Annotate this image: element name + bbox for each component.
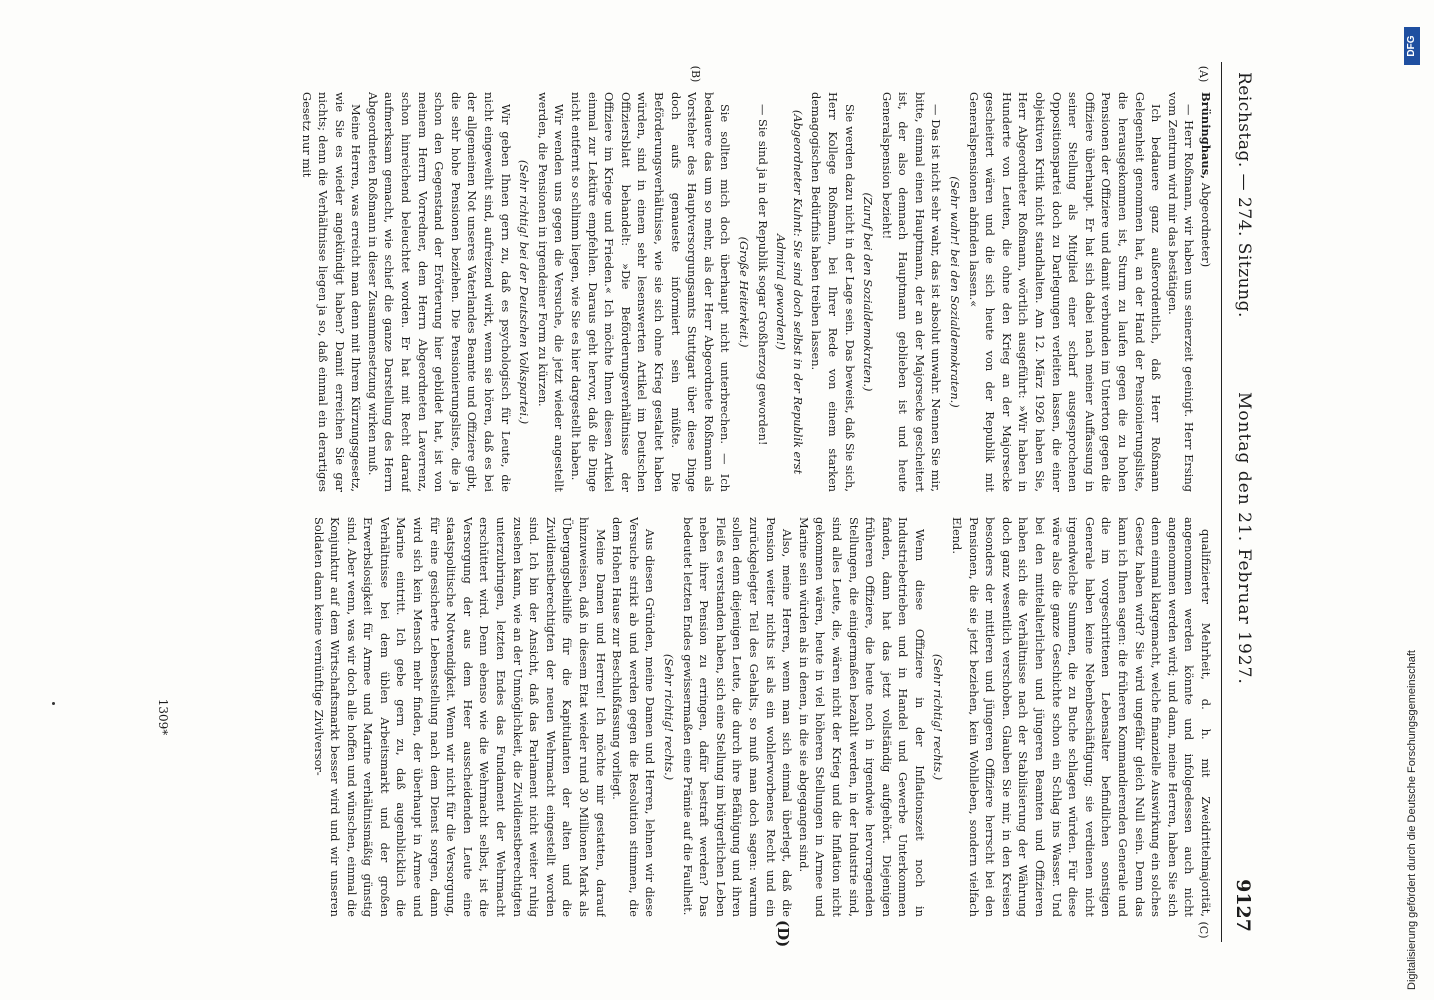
paragraph xyxy=(878,92,944,492)
text-column-left xyxy=(174,92,1214,492)
paragraph-text: Meine Damen und Herren! Ich möchte mir gestatten, darauf hinzuweisen, daß in diesem Etat wieder rund 30 Millionen Mark als Übergangsbeihilfe für die Kapitulanten der alten und die Zivildienstberechtigten der neuen Wehrmacht eingestellt worden sind. Ich bin der Ansicht, daß das Parlament nicht weiter ruhig zusehen kann, wie an der Unmöglichkeit, die Zivildienstberechtigten unterzubringen, letzten Endes das Fundament der Wehrmacht erschüttert wird. Denn ebenso wie die Wehrmacht selbst, ist die Versorgung der aus dem Heer ausscheidenden Leute eine staatspolitische Notwendigkeit. Wenn wir nicht für die Versorgung, für eine gesicherte Lebensstellung nach dem Dienst sorgen, dann wird sich kein Mensch mehr finden, der überhaupt in Armee und Marine eintritt. Ich gebe gern zu, daß augenblicklich die Verhältnisse bei dem üblen Arbeitsmarkt und der großen Erwerbslosigkeit für Armee und Marine verhältnismäßig günstig sind. Aber wenn, was wir doch alle hoffen und wünschen, einmal die Konjunktur auf dem Wirtschaftsmarkt besser wird und wir unseren Soldaten dann keine vernünftige Zivilversor- xyxy=(311,517,608,917)
rotated-page-content xyxy=(132,62,1262,948)
paragraph-text: (Sehr richtig! bei der Deutschen Volkspartei.) xyxy=(517,159,532,425)
paragraph xyxy=(965,92,1164,492)
paragraph-text: — Das ist nicht sehr wahr, das ist absolut unwahr. Nennen Sie mir, bitte, einmal einen Hauptmann, der an der Majorsecke gescheitert ist, der also demnach Hauptmann geblieben ist und heute Generalspension bezieht! xyxy=(879,92,944,492)
interjection xyxy=(860,92,877,492)
paragraph xyxy=(795,517,928,917)
interjection xyxy=(516,92,533,492)
paragraph-text: Also, meine Herren, wenn man sich einmal überlegt, daß die Pension weiter nichts ist als ein wohlerworbenes Recht und ein zurückgelegter Teil des Gehalts, so muß man doch sagen: warum sollen denn diejenigen Leute, die durch ihre Befähigung und ihren Fleiß es verstanden haben, sich eine Stellung im bürgerlichen Leben neben ihrer Pension zu erringen, dafür bestraft werden? Das bedeutet letzten Endes gewissermaßen eine Prämie auf die Faulheit. xyxy=(680,517,795,917)
paragraph xyxy=(298,92,364,492)
paragraph-text: Aus diesen Gründen, meine Damen und Herren, lehnen wir diese Versuche strikt ab und werden gegen die Resolution stimmen, die dem Hohen Hause zur Beschlußfassung vorliegt. xyxy=(610,517,658,917)
paragraph xyxy=(679,517,795,917)
paragraph-text: — Herr Roßmann, wir haben uns seinerzeit geeinigt. Herr Ersing vom Zentrum wird mir das bestätigen. xyxy=(1165,92,1197,492)
paragraph-text: Wir geben Ihnen gern zu, daß es psychologisch für Leute, die nicht eingeweiht sind, aufreizend wirkt, wenn sie hören, daß es bei der allgemeinen Not unseres Vaterlandes Beamte und Offiziere gibt, die sehr hohe Pensionen beziehen. Die Pensionierungsliste, die ja schon den Gegenstand der Erörterung hier gebildet hat, ist von meinem Herrn Vorredner, dem Herrn Abgeordneten Laverrenz, schon hinreichend beleuchtet worden. Er hat mit Recht darauf aufmerksam gemacht, wie schief die ganze Darstellung des Herrn Abgeordneten Roßmann in dieser Zusammensetzung wirken muß. xyxy=(365,92,513,492)
paragraph-text: (Abgeordneter Kuhnt: Sie sind doch selbst in der Republik erst Admiral geworden!) xyxy=(774,109,805,475)
paragraph-text: (Sehr richtig! rechts.) xyxy=(662,653,676,781)
paragraph-text: Meine Herren, was erreicht man denn mit Ihrem Kürzungsgesetz, wie Sie es wieder angekündigt haben? Damit erreichen Sie gar nichts; denn die Verhältnisse liegen ja so, daß einmal ein derartiges Gesetz nur mit xyxy=(299,92,364,492)
paragraph-text: Ich bedauere ganz außerordentlich, daß Herr Roßmann Gelegenheit genommen hat, an der Hand der Pensionierungsliste, die herausgekommen ist, Sturm zu laufen gegen die zu hohen Pensionen der Offiziere und damit verbunden im Unterton gegen die Offiziere überhaupt. Er hat sich dabei nach meiner Auffassung in seiner Stellung als Mitglied einer scharf ausgesprochenen Oppositionspartei doch zu Darlegungen verleiten lassen, die einer objektiven Kritik nicht standhalten. Am 12. März 1926 haben Sie, Herr Abgeordneter Roßmann, wörtlich ausgeführt: »Wir haben in Hunderte von Leuten, die ohne den Krieg an der Majorsecke gescheitert wären und die sich heute von der Republik mit Generalspensionen abfinden lassen.« xyxy=(966,92,1164,492)
paragraph-text: Sie sollten mich doch überhaupt nicht unterbrechen. — Ich bedauere das um so mehr, als der Herr Abgeordnete Roßmann als Vorsteher des Hauptversorgungsamts Stuttgart über diese Dinge doch aufs genaueste informiert sein müßte. Die Beförderungsverhältnisse, wie sie sich ohne Krieg gestaltet haben würden, sind in einem sehr lesenswerten Artikel im Deutschen Offiziersblatt behandelt: »Die Beförderungsverhältnisse der Offiziere im Kriege und Frieden.« Ich möchte Ihnen diesen Artikel einmal zur Lektüre empfehlen. Daraus geht hervor, daß die Dinge nicht entfernt so schlimm liegen, wie Sie es hier dargestellt haben. xyxy=(569,92,733,492)
interjection xyxy=(947,92,964,492)
credit-text: Digitalisierung gefördert durch die Deutsche Forschungsgemeinschaft xyxy=(1406,650,1418,990)
paragraph xyxy=(364,92,513,492)
interjection xyxy=(735,92,752,492)
paragraph-text: (Sehr richtig! rechts.) xyxy=(931,653,946,781)
margin-marker-c: (C) xyxy=(1197,921,1210,939)
paragraph xyxy=(808,92,858,492)
paragraph-text: Wenn diese Offiziere in der Inflationszeit noch in Industriebetrieben und in Handel und Gewerbe Unterkommen fanden, dann hat das jetzt vollständig aufgehört. Diejenigen früheren Offiziere, die heute noch in irgendwie hervorragenden Stellungen, die einigermaßen bezahlt werden, in der Industrie sind, sind alles Leute, die, wären nicht der Krieg und die Inflation nicht gekommen wären, heute in viel höheren Stellungen in Armee und Marine sein würden als in denen, in die sie abgegangen sind. xyxy=(796,517,927,917)
speaker-name: Brüninghaus, xyxy=(1199,92,1213,180)
paragraph-text: Abgeordneter) xyxy=(1199,179,1213,268)
paragraph-text: qualifizierter Mehrheit, d. h. mit Zweidrittelmajorität, angenommen werden könnte und infolgedessen auch nicht angenommen werden wird; und dann, meine Herren, haben Sie sich denn einmal klargemacht, welche finanzielle Auswirkung ein solches Gesetz haben wird? Sie wird ungefähr gleich Null sein. Denn das kann ich Ihnen sagen: die früheren Kommandierenden Generale und die im vorgeschrittenen Lebensalter befindlichen sonstigen Generale haben keine Nebenbeschäftigung; sie verdienen nicht irgendwelche Summen, die zu Buche schlagen würden. Für diese wäre also die ganze Geschichte schon ein Schlag ins Wasser. Und bei den mittelalterlichen und jüngeren Beamten und Offizieren haben sich die Verhältnisse nach der Stabilisierung der Währung doch ganz wesentlich verschoben. Glauben Sie mir, in den Kreisen besonders der mittleren und jüngeren Offiziere herrscht bei den Pensionen, die sie jetzt beziehen, kein Wohlleben, sondern vielfach Elend. xyxy=(950,517,1213,917)
digitization-credit xyxy=(1402,0,1426,990)
paragraph xyxy=(609,517,659,917)
paragraph-text: Sie werden dazu nicht in der Lage sein. Das beweist, daß Sie sich, Herr Kollege Roßmann, bei Ihrer Rede von einem starken demagogischen Bedürfnis haben treiben lassen. xyxy=(809,92,857,492)
interjection xyxy=(773,92,806,492)
text-column-right xyxy=(174,517,1214,917)
interjection xyxy=(660,517,677,917)
page-number: 9127 xyxy=(1232,879,1254,932)
header-session: Reichstag. — 274. Sitzung. xyxy=(1234,72,1254,318)
margin-marker-d: (D) xyxy=(774,920,792,948)
signature-mark: 1309* xyxy=(156,698,170,736)
interjection xyxy=(930,517,947,917)
dfg-logo: DFG xyxy=(1404,27,1420,65)
paragraph xyxy=(754,92,771,492)
paragraph-text: Wir wenden uns gegen die Versuche, die jetzt wieder angestellt werden, die Pensionen in irgendeiner Form zu kürzen. xyxy=(535,92,567,492)
header-rule xyxy=(1221,62,1222,942)
header-date: Montag den 21. Februar 1927. xyxy=(1234,392,1254,685)
paragraph-text: (Große Heiterkeit.) xyxy=(736,236,751,348)
paragraph xyxy=(310,517,609,917)
paragraph-text: (Sehr wahr! bei den Sozialdemokraten.) xyxy=(948,176,963,408)
paragraph-text: — Sie sind ja in der Republik sogar Großherzog geworden! xyxy=(755,104,770,446)
page-header xyxy=(1222,62,1262,942)
margin-marker-a: (A) xyxy=(1197,65,1210,83)
scan-speck xyxy=(52,702,55,705)
paragraph xyxy=(534,92,567,492)
paragraph-text: (Zuruf bei den Sozialdemokraten.) xyxy=(861,192,876,392)
paragraph xyxy=(1197,92,1214,492)
paragraph xyxy=(1164,92,1197,492)
paragraph xyxy=(567,92,733,492)
paragraph xyxy=(949,517,1215,917)
margin-marker-b: (B) xyxy=(689,65,702,83)
